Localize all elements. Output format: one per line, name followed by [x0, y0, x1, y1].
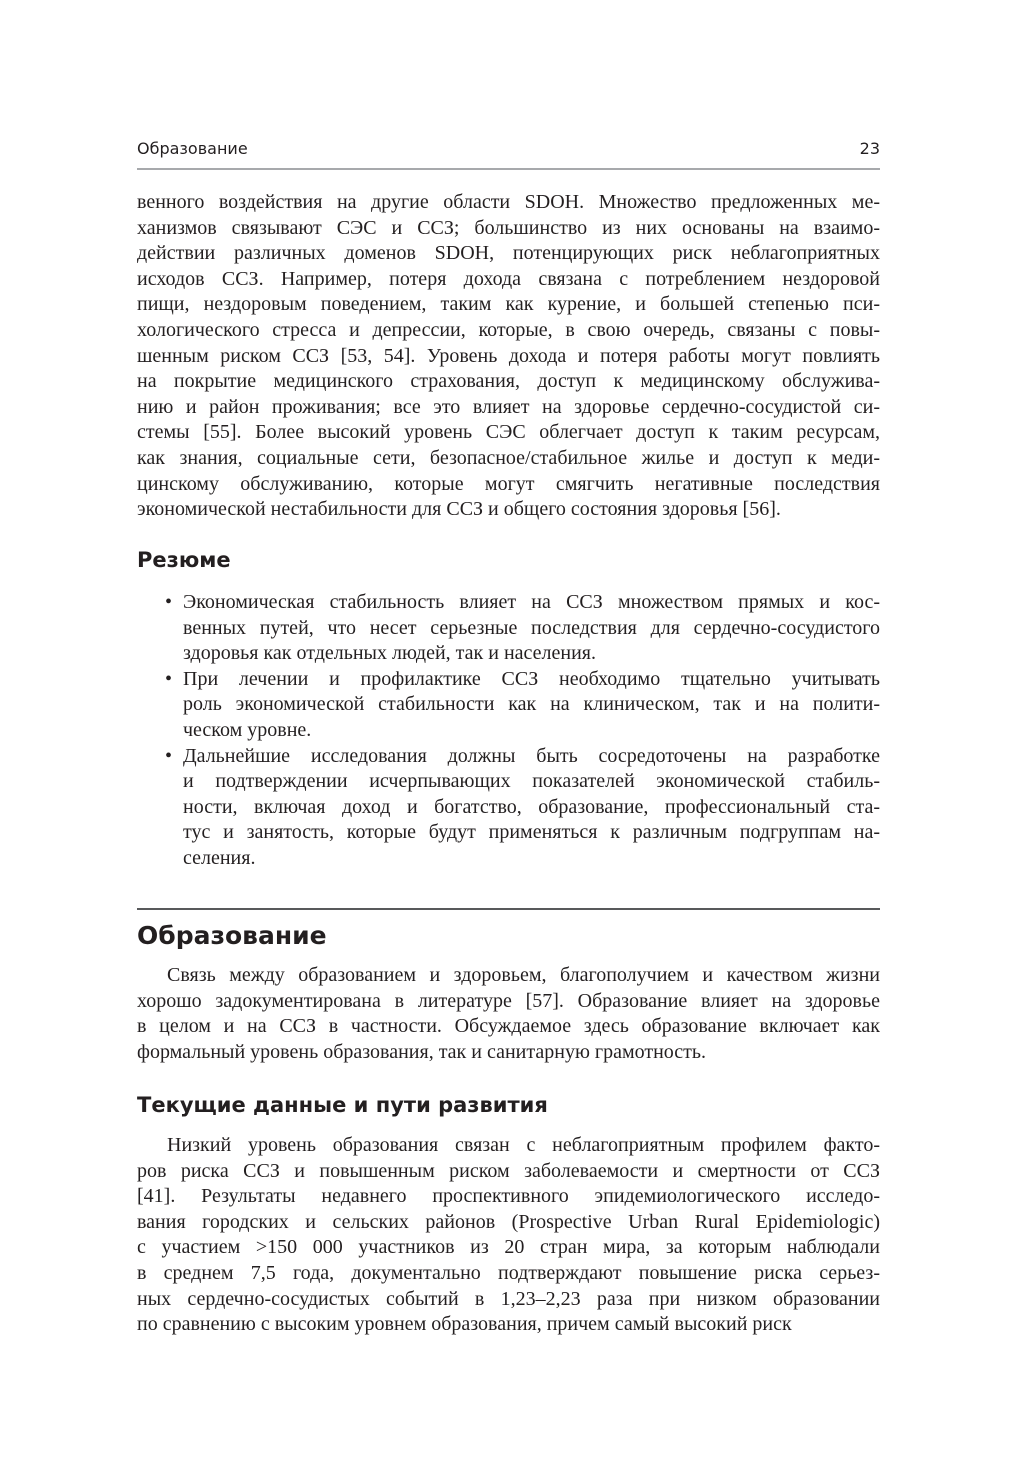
text-line: Дальнейшие исследования должны быть сосредоточены на разработке [183, 744, 880, 767]
text-line: и подтверждении исчерпывающих показателей экономической стабиль- [183, 770, 880, 793]
text-line: роль экономической стабильности как на клиническом, так и на полити- [183, 693, 880, 716]
text-line: Связь между образованием и здоровьем, благополучием и качеством жизни [167, 964, 880, 986]
text-line: экономической нестабильности для ССЗ и общего состояния здоровья [56]. [137, 498, 781, 521]
text-line: венного воздействия на другие области SDOH. Множество предложенных ме- [137, 191, 880, 213]
text-line: Низкий уровень образования связан с неблагоприятным профилем факто- [167, 1134, 880, 1156]
text-line: хологического стресса и депрессии, которые, в свою очередь, связаны с повы- [137, 318, 880, 341]
running-header [137, 139, 880, 163]
text-line: ных сердечно-сосудистых событий в 1,23–2,23 раза при низком образовании [137, 1287, 880, 1310]
text-line: здоровья как отдельных людей, так и населения. [183, 642, 596, 665]
bullet-icon: • [165, 744, 173, 767]
header-rule [137, 168, 880, 170]
text-line: При лечении и профилактике ССЗ необходимо тщательно учитывать [183, 667, 880, 690]
text-line: в целом и на ССЗ в частности. Обсуждаемое здесь образование включает как [137, 1015, 880, 1038]
text-line: как знания, социальные сети, безопасное/стабильное жилье и доступ к меди- [137, 446, 880, 469]
text-line: нию и район проживания; все это влияет на здоровье сердечно-сосудистой си- [137, 395, 880, 418]
text-line: шенным риском ССЗ [53, 54]. Уровень дохода и потеря работы могут повлиять [137, 344, 880, 367]
section-rule [137, 908, 880, 910]
text-line: [41]. Результаты недавнего проспективного эпидемиологического исследо- [137, 1185, 880, 1208]
text-line: с участием >150 000 участников из 20 стран мира, за которым наблюдали [137, 1236, 880, 1259]
text-line: формальный уровень образования, так и санитарную грамотность. [137, 1040, 707, 1063]
summary-bullet-list [167, 590, 880, 872]
text-line: тус и занятость, которые будут применяться к различным подгруппам на- [183, 821, 880, 844]
page-number: 23 [859, 139, 880, 158]
text-line: исходов ССЗ. Например, потеря дохода связана с потреблением нездоровой [137, 267, 880, 290]
text-line: действии различных доменов SDOH, потенцирующих риск неблагоприятных [137, 242, 880, 265]
text-line: по сравнению с высоким уровнем образования, причем самый высокий риск [137, 1313, 792, 1336]
text-line: ности, включая доход и богатство, образование, профессиональный ста- [183, 795, 880, 818]
text-line: в среднем 7,5 года, документально подтверждают повышение риска серьез- [137, 1261, 880, 1284]
bullet-text [183, 590, 880, 667]
text-line: хорошо задокументирована в литературе [57]. Образование влияет на здоровье [137, 989, 880, 1012]
text-line: Экономическая стабильность влияет на ССЗ множеством прямых и кос- [183, 591, 880, 613]
subsection-heading: Текущие данные и пути развития [137, 1093, 548, 1117]
section-heading: Образование [137, 921, 327, 950]
text-line: пищи, нездоровым поведением, таким как курение, и большей степенью пси- [137, 293, 880, 316]
bullet-icon: • [165, 591, 173, 613]
text-line: стемы [55]. Более высокий уровень СЭС облегчает доступ к таким ресурсам, [137, 421, 880, 444]
text-line: ров риска ССЗ и повышенным риском заболеваемости и смертности от ССЗ [137, 1159, 880, 1182]
subsection-paragraph [137, 1133, 880, 1338]
text-line: ческом уровне. [183, 718, 312, 741]
text-line: ханизмов связывают СЭС и ССЗ; большинство из них основаны на взаимо- [137, 216, 880, 239]
summary-bullet-item [167, 744, 880, 872]
bullet-text [183, 744, 880, 872]
bullet-icon: • [165, 667, 173, 690]
text-line: венных путей, что несет серьезные последствия для сердечно-сосудистого [183, 616, 880, 639]
running-header-title: Образование [137, 139, 248, 158]
summary-bullet-item [167, 667, 880, 744]
section-paragraph [137, 963, 880, 1065]
paragraph-continuation [137, 190, 880, 523]
text-line: на покрытие медицинского страхования, доступ к медицинскому обслужива- [137, 370, 880, 393]
summary-bullet-item [167, 590, 880, 667]
summary-heading: Резюме [137, 548, 231, 572]
text-line: вания городских и сельских районов (Prospective Urban Rural Epidemiologic) [137, 1210, 880, 1233]
bullet-text [183, 667, 880, 744]
text-line: цинскому обслуживанию, которые могут смягчить негативные последствия [137, 472, 880, 495]
text-line: селения. [183, 846, 256, 869]
